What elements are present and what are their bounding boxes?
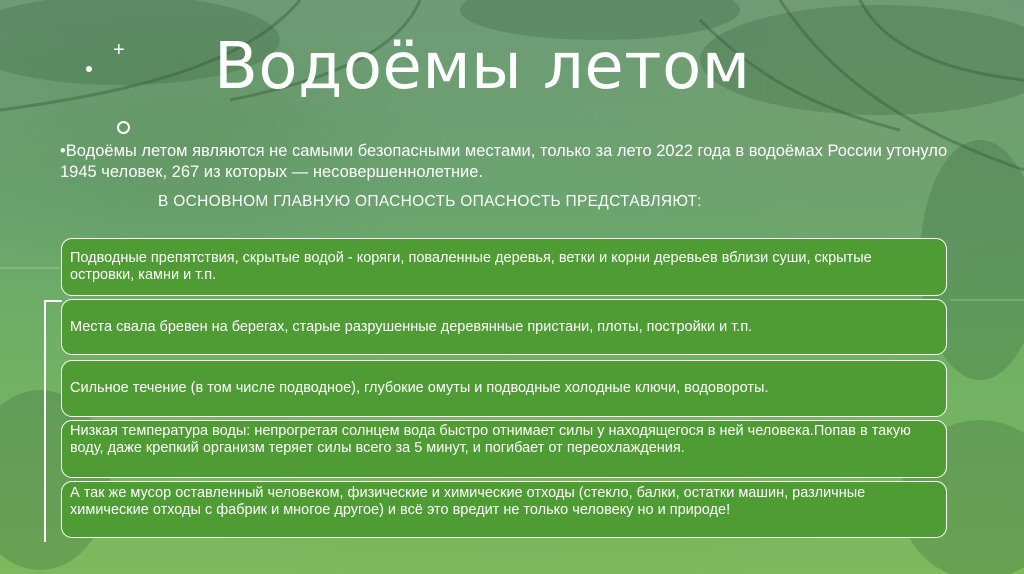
slide-title: Водоёмы летом bbox=[214, 30, 751, 104]
connector-tick bbox=[44, 300, 62, 302]
danger-item-1 bbox=[61, 238, 947, 296]
intro-paragraph: •Водоёмы летом являются не самыми безопасными местами, только за лето 2022 года в водоёмах России утонуло 1945 человек, 267 из которых — несовершеннолетние. bbox=[60, 142, 948, 181]
danger-item-text: Места свала бревен на берегах, старые разрушенные деревянные пристани, плоты, постройки и т.п. bbox=[70, 318, 753, 335]
danger-item-text: А так же мусор оставленный человеком, физические и химические отходы (стекло, балки, остатки машин, различные химические отходы с фабрик и многое другое) и всё это вредит не только человеку но и природе! bbox=[70, 485, 866, 518]
connector-line bbox=[44, 300, 46, 542]
danger-item-4 bbox=[61, 420, 947, 478]
dot-decoration-icon bbox=[86, 66, 92, 72]
danger-item-3 bbox=[61, 360, 947, 417]
subheading: В ОСНОВНОМ ГЛАВНУЮ ОПАСНОСТЬ ОПАСНОСТЬ ПРЕДСТАВЛЯЮТ: bbox=[158, 193, 702, 210]
ring-decoration-icon bbox=[117, 121, 130, 134]
danger-item-text: Низкая температура воды: непрогретая солнцем вода быстро отнимает силы у находящегося в ней человека.Попав в такую воду, даже крепкий организм теряет силы всего за 5 минут, и погибает от переохлаждения. bbox=[70, 423, 911, 456]
plus-decoration-icon: + bbox=[113, 39, 125, 61]
danger-item-2 bbox=[61, 299, 947, 355]
danger-item-5 bbox=[61, 481, 947, 538]
danger-item-text: Подводные препятствия, скрытые водой - коряги, поваленные деревья, ветки и корни деревьев вблизи суши, скрытые островки, камни и т.п. bbox=[70, 250, 872, 283]
danger-item-text: Сильное течение (в том числе подводное), глубокие омуты и подводные холодные ключи, водовороты. bbox=[70, 380, 769, 396]
